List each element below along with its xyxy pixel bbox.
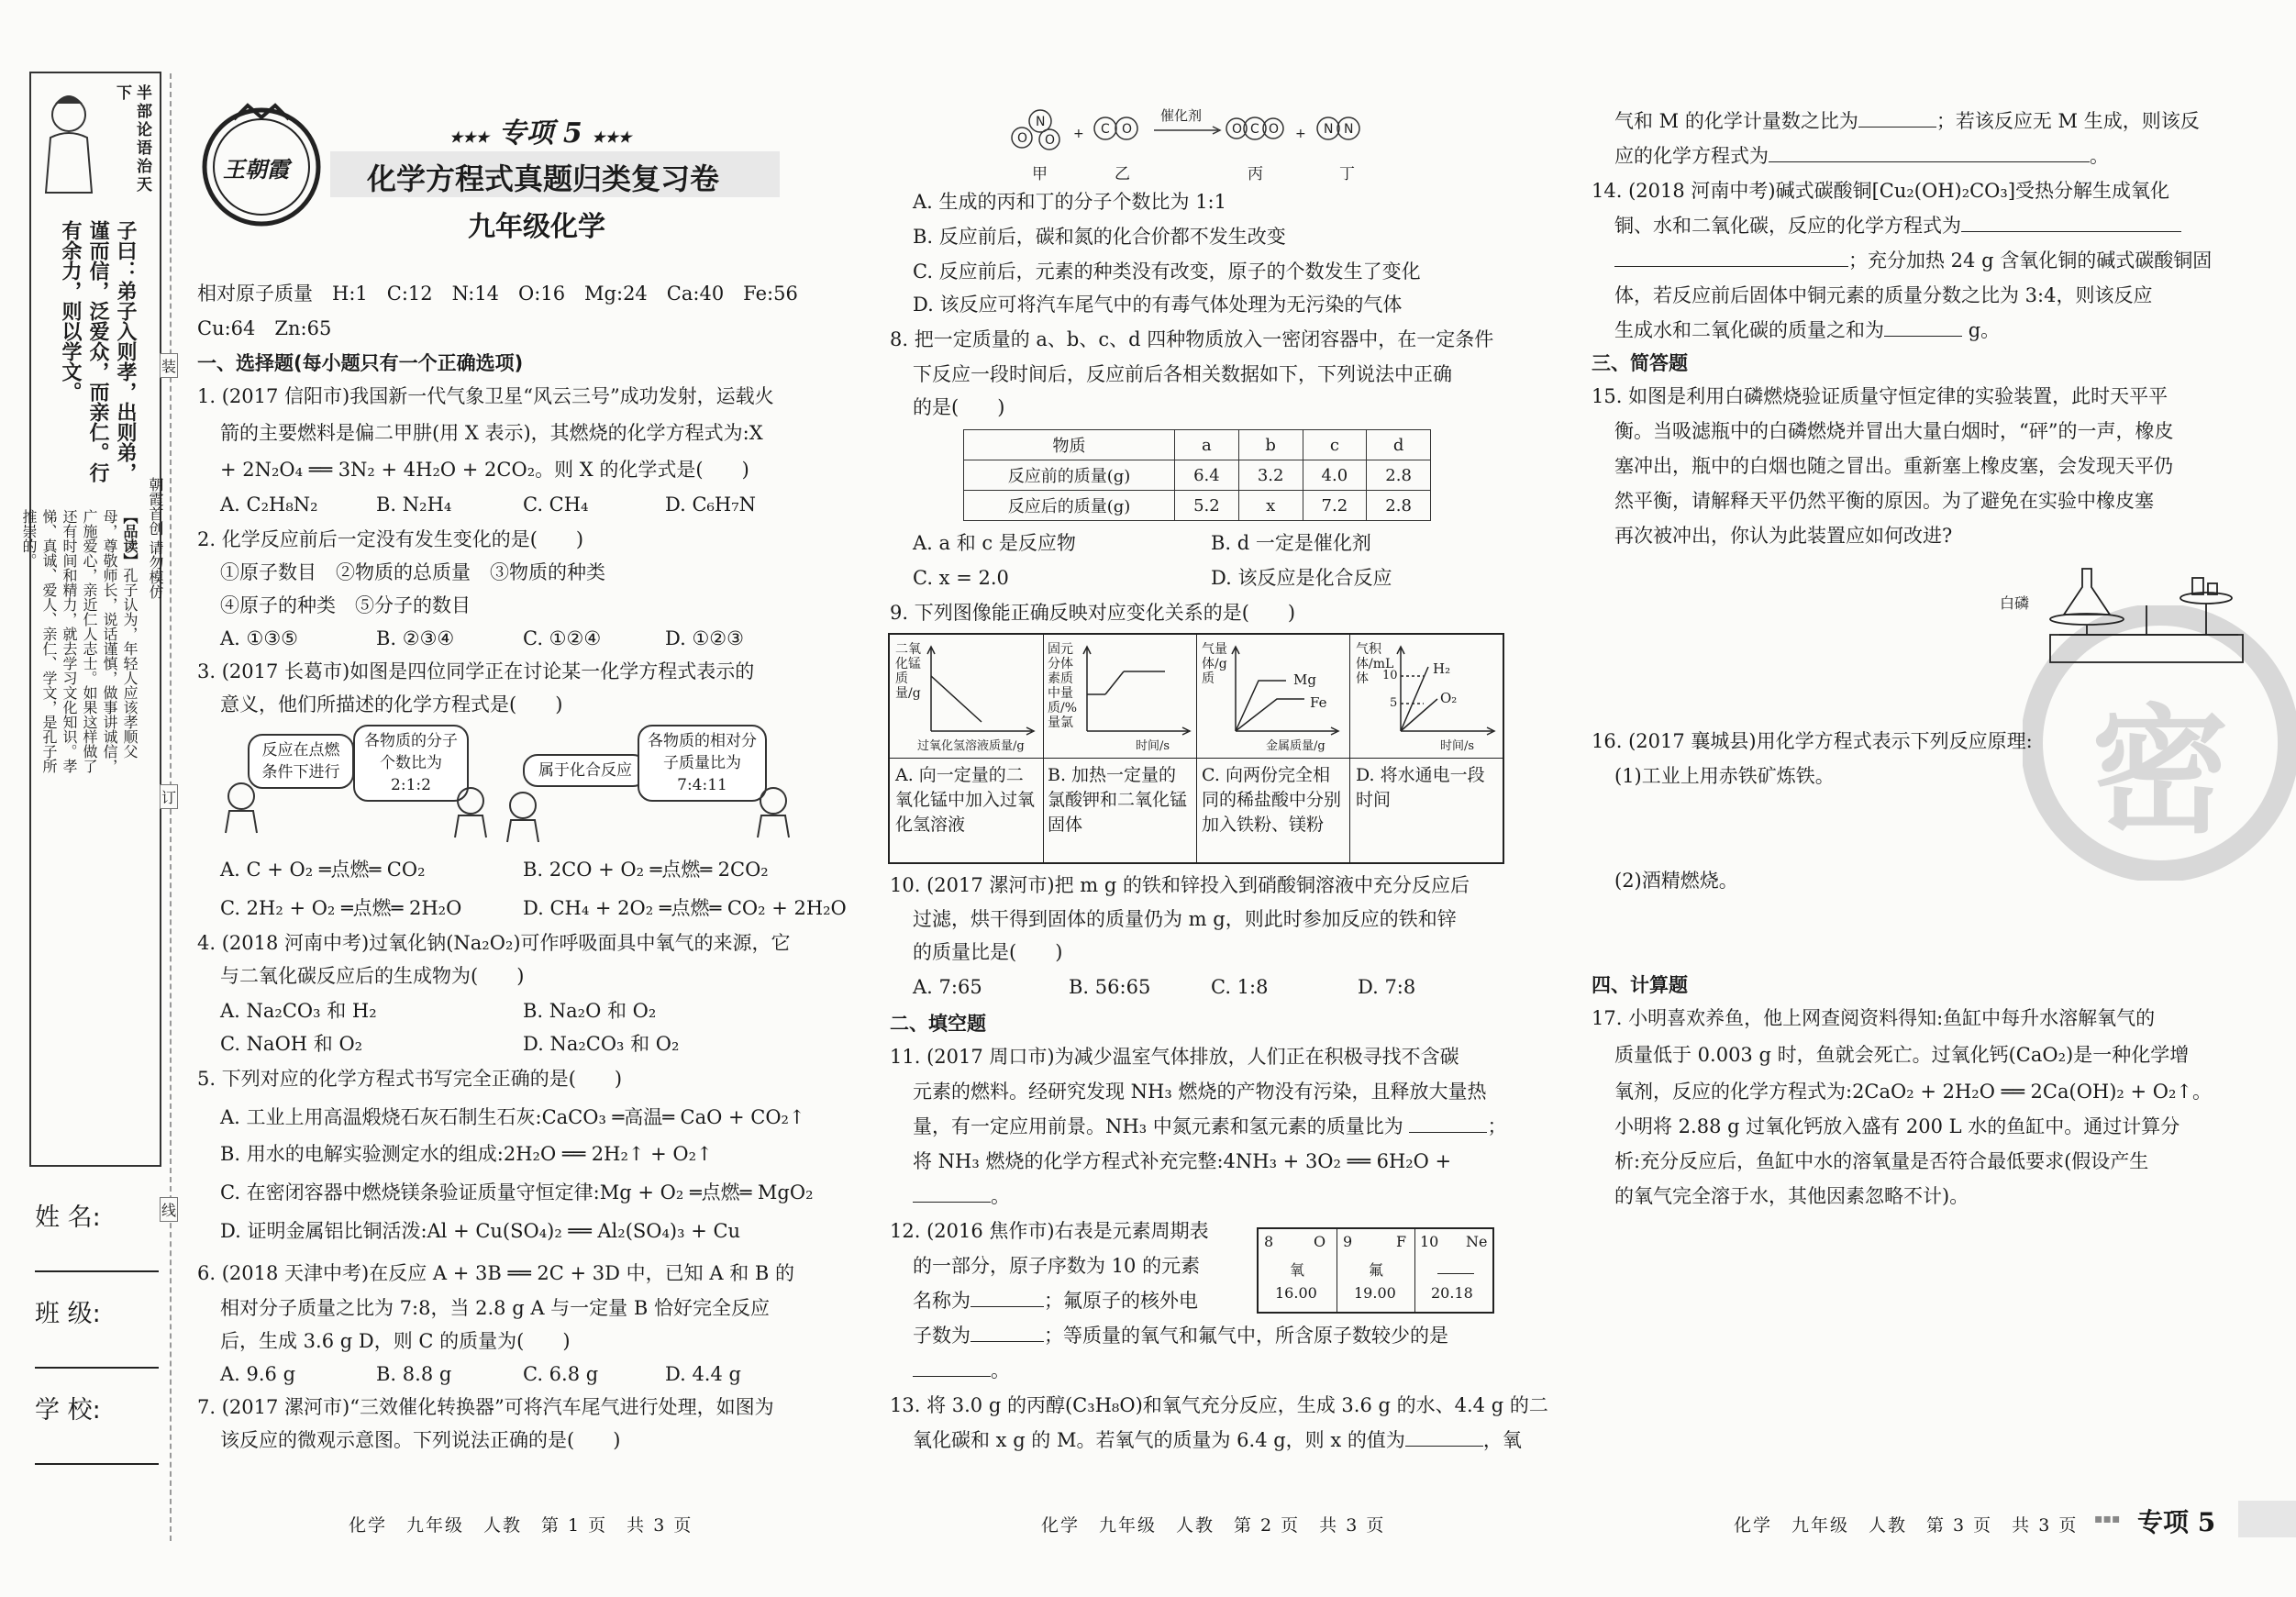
table-cell: x [1238,491,1303,521]
q5-option-d[interactable]: D. 证明金属铝比铜活泼:Al + Cu(SO₄)₂ ══ Al₂(SO₄)₃ + Cu [220,1220,741,1242]
svg-text:C: C [1250,122,1259,137]
q6-line2: 相对分子质量之比为 7:8，当 2.8 g A 与一定量 B 恰好完全反应 [220,1297,770,1319]
q8-line1: 8. 把一定质量的 a、b、c、d 四种物质放入一密闭容器中，在一定条件 [890,328,1494,350]
q1-line3: + 2N₂O₄ ══ 3N₂ + 4H₂O + 2CO₂。则 X 的化学式是( ) [220,459,749,481]
q3-bubble-2: 各物质的分子个数比为2:1:2 [353,725,469,802]
pt-f-symbol: F [1396,1233,1407,1250]
q11-line4: 将 NH₃ 燃烧的化学方程式补充完整:4NH₃ + 3O₂ ══ 6H₂O + [913,1150,1452,1172]
atomic-masses-2: Cu:64 Zn:65 [197,317,332,339]
graph-d-line1-label: H₂ [1433,660,1451,677]
student-figure-4 [750,784,796,843]
graph-c-desc: C. 向两份完全相同的稀盐酸中分别加入铁粉、镁粉 [1202,765,1342,835]
q8-table [963,429,1431,521]
pt-ne-blank[interactable] [1437,1273,1474,1274]
footer-page-3: 化学 九年级 人教 第 3 页 共 3 页 [1734,1515,2079,1536]
table-cell: d [1367,430,1431,460]
graph-d-ylabel: 气积体/mL体 [1356,642,1394,686]
q1-line2: 箭的主要燃料是偏二甲肼(用 X 表示)，其燃烧的化学方程式为:X [220,422,763,444]
q3-bubble-4: 各物质的相对分子质量比为7:4:11 [638,725,767,802]
q7-line2: 该反应的微观示意图。下列说法正确的是( ) [220,1429,621,1451]
pt-f-mass: 19.00 [1354,1284,1396,1302]
q11-line5: 。 [913,1178,1010,1214]
student-4-icon [750,784,796,839]
q13-line3-end: ；若该反应无 M 生成，则该反 [1936,110,2200,132]
q17-line6: 的氧气完全溶于水，其他因素忽略不计)。 [1614,1185,1969,1207]
q1-option-a[interactable]: A. C₂H₈N₂ [220,494,318,516]
school-label: 学 校: [35,1396,101,1425]
q7-line1: 7. (2017 漯河市)“三效催化转换器”可将汽车尾气进行处理，如图为 [197,1396,774,1418]
q14-blank-mass[interactable] [1884,316,1962,337]
q10-option-d[interactable]: D. 7:8 [1358,976,1416,998]
q8-option-b[interactable]: B. d 一定是催化剂 [1211,532,1371,554]
q6-line1: 6. (2018 天津中考)在反应 A + 3B ══ 2C + 3D 中，已知 A 和 B 的 [197,1262,794,1284]
section-3-heading: 三、简答题 [1592,352,1688,374]
footer-page-2: 化学 九年级 人教 第 2 页 共 3 页 [1041,1515,1386,1536]
q13-blank-ratio[interactable] [1858,106,1936,128]
q9-line1: 9. 下列图像能正确反映对应变化关系的是( ) [890,602,1296,624]
q16-part-2: (2)酒精燃烧。 [1614,870,1738,892]
q12-line3 [913,1282,1198,1319]
q11-blank-1[interactable] [1409,1112,1487,1133]
graph-d-tick-5: 5 [1390,696,1398,710]
name-field[interactable] [35,1270,159,1272]
graph-c-ylabel: 气量体/g质 [1202,642,1227,686]
q9-graph-panel [888,633,1504,864]
graph-b-desc: B. 加热一定量的氯酸钾和二氧化锰固体 [1048,765,1188,835]
q4-option-d[interactable]: D. Na₂CO₃ 和 O₂ [523,1033,680,1055]
pt-o-number: 8 [1264,1233,1274,1250]
graph-a-xlabel: 过氧化氢溶液质量/g [917,739,1025,753]
balance-scale-icon [2041,550,2252,665]
pt-f-number: 9 [1343,1233,1353,1250]
q13-line1: 13. 将 3.0 g 的丙醇(C₃H₈O)和氧气充分反应，生成 3.6 g 的水、4.4 g 的二 [890,1394,1548,1416]
q8-line3: 的是( ) [913,396,1005,418]
q12-blank-1[interactable] [971,1286,1044,1307]
pt-o-symbol: O [1314,1233,1326,1250]
q10-line2: 过滤，烘干得到固体的质量仍为 m g，则此时参加反应的铁和锌 [913,908,1457,930]
q13-line2 [913,1422,1522,1458]
star-icon: ★★★ [592,128,632,146]
q14-line5 [1614,312,2000,349]
table-row [964,460,1431,491]
pt-o-name: 氧 [1290,1261,1305,1279]
pt-f-name: 氟 [1369,1261,1384,1279]
grade-title: 九年级化学 [468,211,605,243]
sidebar-quote-title: 半部论语治天下 [113,84,151,194]
q6-option-d[interactable]: D. 4.4 g [665,1363,741,1385]
student-figure-3 [500,789,546,848]
svg-text:N: N [1344,122,1354,137]
q10-line3: 的质量比是( ) [913,941,1063,963]
seal-mark-3: 线 [160,1197,178,1222]
pt-ne-number: 10 [1420,1233,1439,1250]
header-subtitle [449,110,631,150]
table-cell: 6.4 [1175,460,1239,491]
table-row [964,491,1431,521]
q12-line5: 。 [913,1352,1010,1389]
molecule-label-bing: 丙 [1248,165,1263,183]
q2-option-d[interactable]: D. ①②③ [665,627,744,649]
q9-col-divider-3 [1349,635,1350,862]
q13-line3-text: 气和 M 的化学计量数之比为 [1614,110,1858,132]
q17-line5: 析:充分反应后，鱼缸中水的溶氧量是否符合最低要求(假设产生 [1614,1150,2149,1172]
svg-text:+: + [1073,127,1084,141]
graph-c-line2-label: Fe [1310,694,1327,711]
q7-option-a[interactable]: A. 生成的丙和丁的分子个数比为 1:1 [913,191,1226,213]
q2-line3: ④原子的种类 ⑤分子的数目 [220,594,471,616]
q13-blank-x[interactable] [1405,1425,1483,1447]
q13-blank-equation[interactable] [1769,141,2090,162]
star-icon: ★★★ [449,128,490,146]
class-field[interactable] [35,1367,159,1369]
name-label: 姓 名: [35,1203,101,1232]
sidebar-quote: 子曰：弟子入则孝，出则弟，谨而信，泛爱众，而亲仁。行有余力，则以学文。 [59,220,138,482]
q2-option-a[interactable]: A. ①③⑤ [220,627,298,649]
q11-blank-2[interactable] [913,1181,991,1203]
q10-option-b[interactable]: B. 56:65 [1069,976,1151,998]
q14-line2-text: 铜、水和二氧化碳，反应的化学方程式为 [1614,215,1961,237]
q15-line2: 衡。当吸滤瓶中的白磷燃烧并冒出大量白烟时，“砰”的一声，橡皮 [1614,420,2174,442]
table-cell: 3.2 [1238,460,1303,491]
svg-text:O: O [1017,131,1028,146]
q1-option-d[interactable]: D. C₆H₇N [665,494,757,516]
q17-line4: 小明将 2.88 g 过氧化钙放入盛有 200 L 水的鱼缸中。通过计算分 [1614,1115,2180,1137]
q1-line1: 1. (2017 信阳市)我国新一代气象卫星“风云三号”成功发射，运载火 [197,385,774,407]
q2-line1: 2. 化学反应前后一定没有发生变化的是( ) [197,528,584,550]
table-cell: a [1175,430,1239,460]
q13-line3 [1614,103,2200,139]
seal-mark-2: 订 [160,784,178,809]
table-cell: 5.2 [1175,491,1239,521]
q13-line2-text: 氧化碳和 x g 的 M。若氧气的质量为 6.4 g，则 x 的值为 [913,1429,1405,1451]
q14-line2 [1614,207,2181,244]
tag-bar [2238,1501,2296,1537]
q12-line4 [913,1317,1448,1354]
table-cell: 4.0 [1303,460,1367,491]
student-figure-1 [218,780,264,838]
q4-option-c[interactable]: C. NaOH 和 O₂ [220,1033,363,1055]
q11-line3-text: 量，有一定应用前景。NH₃ 中氮元素和氢元素的质量比为 [913,1115,1403,1137]
q12-blank-3[interactable] [913,1356,991,1377]
periodic-table [1257,1227,1494,1314]
svg-text:O: O [1232,122,1243,137]
balance-apparatus [2041,550,2252,665]
q14-line5-text: 生成水和二氧化碳的质量之和为 [1614,319,1884,341]
header-subtitle-text: 专项 5 [498,117,582,150]
q12-line1: 12. (2016 焦作市)右表是元素周期表 [890,1220,1209,1242]
school-field[interactable] [35,1463,159,1465]
q17-line3: 氧剂，反应的化学方程式为:2CaO₂ + 2H₂O ══ 2Ca(OH)₂ + O₂↑。 [1614,1081,2213,1103]
q14-blank-equation-cont[interactable] [1614,246,1848,267]
q12-name-label: 名称为 [913,1290,971,1312]
sidebar-mid-text: 朝霞首创 请勿模仿 [147,477,164,600]
q15-line3: 塞冲出，瓶中的白烟也随之冒出。重新塞上橡皮塞，会发现天平仍 [1614,455,2173,477]
molecule-label-yi: 乙 [1115,165,1130,183]
q14-blank-equation[interactable] [1961,211,2181,232]
q17-line2: 质量低于 0.003 g 时，鱼就会死亡。过氧化钙(CaO₂)是一种化学增 [1614,1044,2190,1066]
q5-line1: 5. 下列对应的化学方程式书写完全正确的是( ) [197,1068,623,1090]
seal-mark-1: 装 [160,353,178,378]
pt-o-mass: 16.00 [1275,1284,1317,1302]
q14-line5-unit: g。 [1968,319,2001,341]
q2-option-c[interactable]: C. ①②④ [523,627,602,649]
tag-dots: ▪▪▪ [2094,1512,2121,1526]
q10-line1: 10. (2017 漯河市)把 m g 的铁和锌投入到硝酸铜溶液中充分反应后 [890,874,1470,896]
q12-line2: 的一部分，原子序数为 10 的元素 [913,1255,1201,1277]
student-1-icon [218,780,264,835]
q4-line2: 与二氧化碳反应后的生成物为( ) [220,965,525,987]
q14-line4: 体，若反应前后固体中铜元素的质量分数之比为 3:4，则该反应 [1614,284,2153,306]
svg-text:O: O [1122,122,1133,137]
graph-d-desc: D. 将水通电一段时间 [1356,765,1485,810]
reaction-catalyst-label: 催化剂 [1160,107,1203,124]
q11-line1: 11. (2017 周口市)为减少温室气体排放，人们正在积极寻找不含碳 [890,1046,1459,1068]
svg-text:N: N [1036,115,1046,129]
pt-cell-divider-2 [1414,1229,1415,1312]
q12-count-label: 子数为 [913,1325,971,1347]
q3-option-a[interactable]: A. C + O₂ ═点燃═ CO₂ [220,859,426,881]
q14-line3-text: ；充分加热 24 g 含氧化铜的碱式碳酸铜固 [1848,250,2213,272]
q9-col-divider-1 [1043,635,1044,862]
q13-line4: 应的化学方程式为 。 [1614,138,2109,174]
q3-line1: 3. (2017 长葛市)如图是四位同学正在讨论某一化学方程式表示的 [197,660,755,682]
q3-option-c[interactable]: C. 2H₂ + O₂ ═点燃═ 2H₂O [220,897,462,919]
q1-option-c[interactable]: C. CH₄ [523,494,589,516]
student-3-icon [500,789,546,844]
q6-option-c[interactable]: C. 6.8 g [523,1363,599,1385]
table-cell: 7.2 [1303,491,1367,521]
graph-b-xlabel: 时间/s [1136,739,1170,753]
q17-line1: 17. 小明喜欢养鱼，他上网查阅资料得知:鱼缸中每升水溶解氧气的 [1592,1007,2156,1029]
q14-line1: 14. (2018 河南中考)碱式碳酸铜[Cu₂(OH)₂CO₃]受热分解生成氧化 [1592,180,2170,202]
graph-d-line2-label: O₂ [1440,690,1458,706]
table-cell: 2.8 [1367,491,1431,521]
q5-option-b[interactable]: B. 用水的电解实验测定水的组成:2H₂O ══ 2H₂↑ + O₂↑ [220,1143,713,1165]
q12-blank-2[interactable] [971,1321,1044,1342]
table-row [964,430,1431,460]
graph-d-xlabel: 时间/s [1440,739,1475,753]
class-label: 班 级: [35,1300,101,1328]
q15-line5: 再次被冲出，你认为此装置应如何改进? [1614,525,1953,547]
q5-option-c[interactable]: C. 在密闭容器中燃烧镁条验证质量守恒定律:Mg + O₂ ═点燃═ MgO₂ [220,1181,814,1203]
table-cell: b [1238,430,1303,460]
page-title: 化学方程式真题归类复习卷 [367,161,720,196]
svg-text:N: N [1324,122,1334,137]
graph-d-tick-10: 10 [1382,669,1398,682]
q1-option-b[interactable]: B. N₂H₄ [376,494,452,516]
graph-c-plot [1231,644,1341,736]
q13-line2-end: ，氧 [1482,1429,1522,1451]
logo-text: 王朝霞 [223,156,289,183]
section-2-heading: 二、填空题 [890,1013,986,1035]
q8-option-d[interactable]: D. 该反应是化合反应 [1211,567,1392,589]
confucius-figure [37,87,101,197]
q10-option-a[interactable]: A. 7:65 [913,976,982,998]
q13-line4-text: 应的化学方程式为 [1614,145,1769,167]
q8-line2: 下反应一段时间后，反应前后各相关数据如下，下列说法中正确 [913,363,1452,385]
q16-line1: 16. (2017 襄城县)用化学方程式表示下列反应原理: [1592,730,2033,752]
section-1-heading: 一、选择题(每小题只有一个正确选项) [197,352,524,374]
graph-a-desc: A. 向一定量的二氧化锰中加入过氧化氢溶液 [895,765,1036,835]
q2-option-b[interactable]: B. ②③④ [376,627,455,649]
q4-option-b[interactable]: B. Na₂O 和 O₂ [523,1000,657,1022]
q3-bubble-1: 反应在点燃条件下进行 [248,734,354,789]
q8-option-a[interactable]: A. a 和 c 是反应物 [913,532,1076,554]
graph-b-ylabel: 固元分体素质中量质/%量氯 [1048,642,1078,730]
q12-line3-text: ；氟原子的核外电 [1044,1290,1198,1312]
q4-option-a[interactable]: A. Na₂CO₃ 和 H₂ [220,1000,377,1022]
svg-text:O: O [1045,133,1056,148]
q4-line1: 4. (2018 河南中考)过氧化钠(Na₂O₂)可作呼吸面具中氧气的来源，它 [197,932,791,954]
table-cell: 反应前的质量(g) [964,460,1175,491]
graph-c-line1-label: Mg [1293,671,1316,688]
svg-text:O: O [1269,122,1280,137]
q7-option-c[interactable]: C. 反应前后，元素的种类没有改变，原子的个数发生了变化 [913,261,1421,283]
atomic-masses: 相对原子质量 H:1 C:12 N:14 O:16 Mg:24 Ca:40 Fe:56 [197,283,798,305]
table-cell: 物质 [964,430,1175,460]
footer-page-1: 化学 九年级 人教 第 1 页 共 3 页 [349,1515,693,1536]
molecule-label-jia: 甲 [1032,165,1048,183]
q3-option-b[interactable]: B. 2CO + O₂ ═点燃═ 2CO₂ [523,859,769,881]
pt-ne-mass: 20.18 [1431,1284,1473,1302]
graph-c-xlabel: 金属质量/g [1266,739,1325,753]
sidebar-pin [20,509,139,784]
q15-line4: 然平衡，请解释天平仍然平衡的原因。为了避免在实验中橡皮塞 [1614,490,2154,512]
student-figure-2 [448,784,494,843]
q3-line2: 意义，他们所描述的化学方程式是( ) [220,693,563,715]
q7-option-b[interactable]: B. 反应前后，碳和氮的化合价都不发生改变 [913,226,1286,248]
q3-option-d[interactable]: D. CH₄ + 2O₂ ═点燃═ CO₂ + 2H₂O [523,897,847,919]
q11-line2: 元素的燃料。经研究发现 NH₃ 燃烧的产物没有污染，且释放大量热 [913,1081,1487,1103]
section-4-heading: 四、计算题 [1592,974,1688,996]
svg-text:C: C [1101,122,1110,137]
q7-option-d[interactable]: D. 该反应可将汽车尾气中的有毒气体处理为无污染的气体 [913,294,1403,316]
student-2-icon [448,784,494,839]
q6-option-b[interactable]: B. 8.8 g [376,1363,452,1385]
stamp-text: 密 [2091,693,2230,852]
q10-option-c[interactable]: C. 1:8 [1211,976,1269,998]
q6-line3: 后，生成 3.6 g D，则 C 的质量为( ) [220,1330,571,1352]
graph-b-plot [1082,644,1192,736]
q5-option-a[interactable]: A. 工业上用高温煅烧石灰石制生石灰:CaCO₃ ═高温═ CaO + CO₂↑ [220,1106,805,1128]
q16-part-1: (1)工业上用赤铁矿炼铁。 [1614,765,1835,787]
confucius-figure-icon [37,87,101,197]
q9-col-divider-2 [1196,635,1197,862]
sidebar-pin-title: 【品读】 [121,509,139,568]
pt-ne-symbol: Ne [1466,1233,1488,1250]
q3-bubble-3: 属于化合反应 [523,754,648,787]
svg-text:+: + [1295,127,1306,141]
table-cell: c [1303,430,1367,460]
q14-line3 [1614,242,2212,279]
q2-line2: ①原子数目 ②物质的总质量 ③物质的种类 [220,561,605,583]
topic-tag: 专项 5 [2137,1507,2216,1537]
logo [197,101,326,229]
graph-a-ylabel: 二氧化锰质量/g [895,642,921,701]
white-phosphorus-label: 白磷 [2000,594,2030,612]
graph-a-plot [926,644,1037,736]
q11-line3: 量，有一定应用前景。NH₃ 中氮元素和氢元素的质量比为 ； [913,1108,1506,1145]
molecule-label-ding: 丁 [1339,165,1355,183]
sidebar-pin-text: 孔子认为，年轻人应该孝顺父母，尊敬师长，说话谨慎，做事讲诚信，广施爱心，亲近仁人志士。如果这样做了还有时间和精力，就去学习文化知识。孝悌、真诚、爱人、亲仁、学文，是孔子所推崇的。 [20,509,139,773]
table-cell: 2.8 [1367,460,1431,491]
q8-option-c[interactable]: C. x = 2.0 [913,567,1009,589]
q15-line1: 15. 如图是利用白磷燃烧验证质量守恒定律的实验装置，此时天平平 [1592,385,2168,407]
q6-option-a[interactable]: A. 9.6 g [220,1363,296,1385]
table-cell: 反应后的质量(g) [964,491,1175,521]
q12-line4-text: ；等质量的氧气和氟气中，所含原子数较少的是 [1044,1325,1448,1347]
